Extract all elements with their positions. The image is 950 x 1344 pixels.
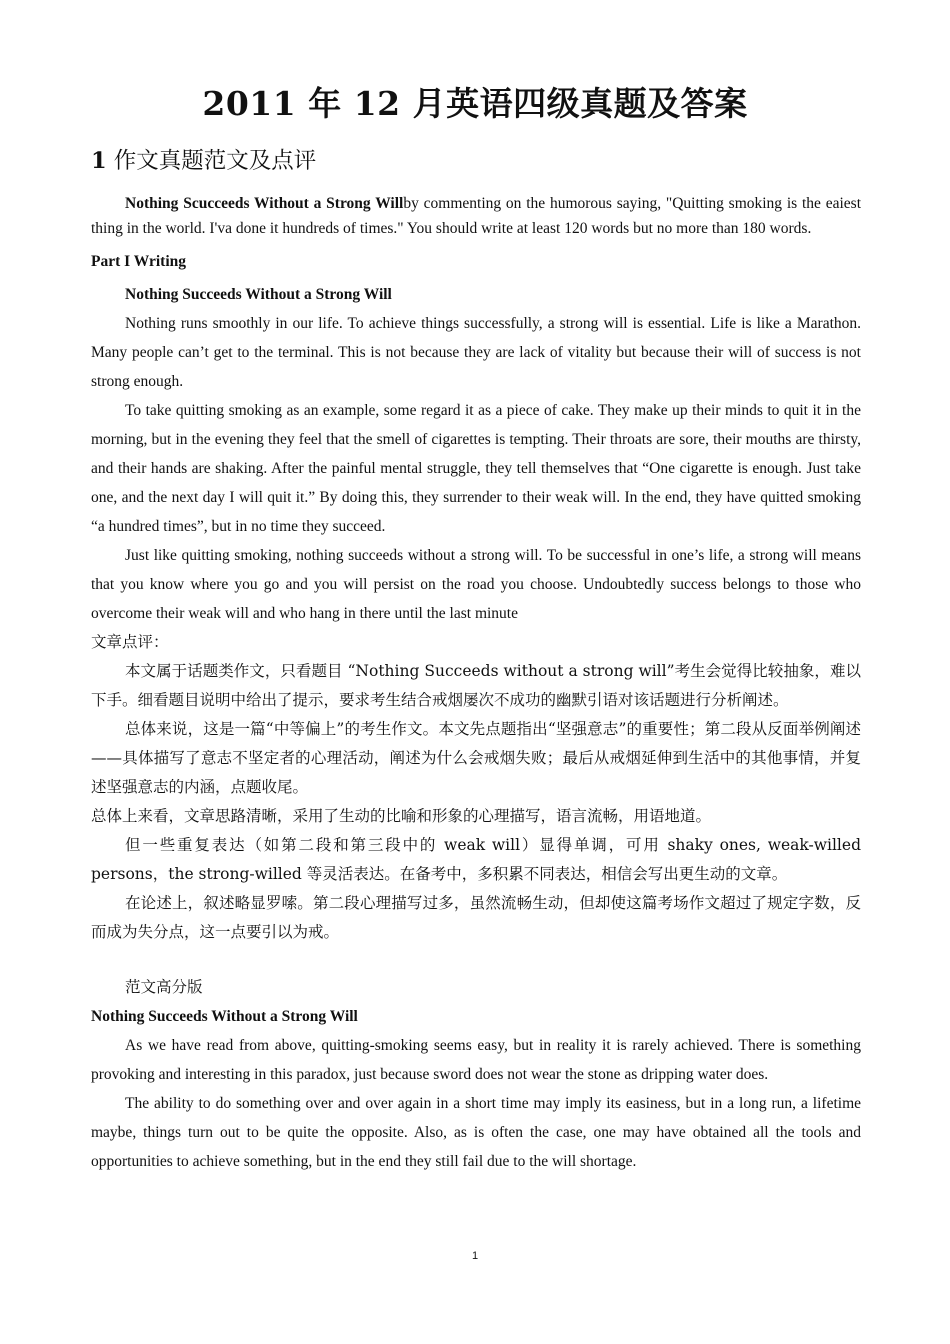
comment-paragraph: 总体上来看，文章思路清晰，采用了生动的比喻和形象的心理描写，语言流畅，用语地道。	[91, 807, 712, 825]
comment-paragraph: 总体来说，这是一篇“中等偏上”的考生作文。本文先点题指出“坚强意志”的重要性；第二段从反面举例阐述——具体描写了意志不坚定者的心理活动，阐述为什么会戒烟失败；最后从戒烟延伸到生活中的其他事情，并复述坚强意志的内涵，点题收尾。	[91, 720, 861, 796]
essay-paragraph: To take quitting smoking as an example, some regard it as a piece of cake. They make up their minds to quit it in the morning, but in the evening they feel that the smell of cigarettes is tempting. Their throats are sore, their mouths are thirsty, and their hands are shaking. After the painful mental struggle, they tell themselves that “One cigarette is enough. Just take one, and the next day I will quit it.” By doing this, they surrender to their weak will. In the end, they have quitted smoking “a hundred times”, but in no time they succeed.	[91, 402, 861, 535]
model-essay-paragraph: The ability to do something over and over again in a short time may imply its easiness, but in a long run, a lifetime maybe, things turn out to be quite the opposite. Also, as is often the case, one may have obtained all the tools and opportunities to achieve something, but in the end they still fail due to the will shortage.	[91, 1095, 861, 1170]
essay-title: Nothing Succeeds Without a Strong Will	[125, 286, 392, 303]
model-essay-label: 范文高分版	[125, 978, 203, 996]
part-label: Part I Writing	[91, 253, 187, 270]
model-essay-title: Nothing Succeeds Without a Strong Will	[91, 1008, 358, 1025]
comment-label: 文章点评：	[91, 633, 169, 651]
prompt-instructions: by commenting on the humorous saying, "Quitting smoking is the eaiest thing in the world. I'va done it hundreds of times." You should write at least 120 words but no more than 180 words.	[91, 195, 861, 237]
section-title: 作文真题范文及点评	[106, 148, 317, 174]
spacer	[91, 947, 861, 973]
prompt-paragraph	[91, 191, 861, 241]
comment-paragraph: 本文属于话题类作文，只看题目 “Nothing Succeeds without a strong will”考生会觉得比较抽象，难以下手。细看题目说明中给出了提示，要求考生结合戒烟屡次不成功的幽默引语对该话题进行分析阐述。	[91, 662, 861, 709]
document-body	[91, 191, 861, 1176]
model-essay-paragraph: As we have read from above, quitting-smoking seems easy, but in reality it is rarely achieved. There is something provoking and interesting in this paradox, just because sword does not wear the stone as dripping water does.	[91, 1037, 861, 1083]
section-heading	[91, 143, 316, 175]
page-number: 1	[471, 1250, 479, 1262]
comment-paragraph: 但一些重复表达（如第二段和第三段中的 weak will）显得单调，可用 shaky ones, weak-willed persons，the strong-willed 等灵活表达。在备考中，多积累不同表达，相信会写出更生动的文章。	[91, 836, 861, 883]
essay-paragraph: Nothing runs smoothly in our life. To achieve things successfully, a strong will is essential. Life is like a Marathon. Many people can’t get to the terminal. This is not because they are lack of vitality but because their will of success is not strong enough.	[91, 315, 861, 390]
page-title: 2011 年 12 月英语四级真题及答案	[202, 84, 748, 123]
prompt-topic: Nothing Scucceeds Without a Strong Will	[125, 195, 404, 212]
essay-paragraph: Just like quitting smoking, nothing succeeds without a strong will. To be successful in one’s life, a strong will means that you know where you go and you will persist on the road you choose. Undoubtedly success belongs to those who overcome their weak will and who hang in there until the last minute	[91, 547, 861, 622]
section-number: 1	[91, 148, 107, 174]
comment-paragraph: 在论述上，叙述略显罗嗦。第二段心理描写过多，虽然流畅生动，但却使这篇考场作文超过了规定字数，反而成为失分点，这一点要引以为戒。	[91, 894, 861, 941]
